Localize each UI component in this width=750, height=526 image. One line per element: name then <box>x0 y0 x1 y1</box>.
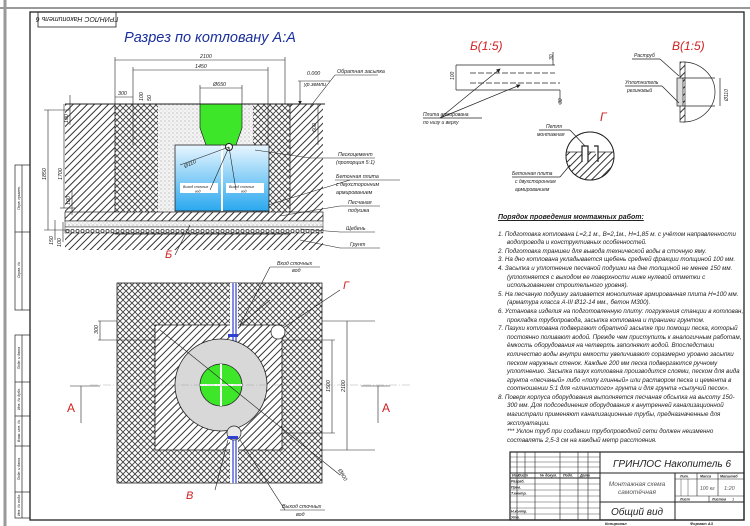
tb-copied: Копировал <box>605 521 627 526</box>
tb-sheet: Лист <box>680 497 690 502</box>
tb-row-developed: Разраб. <box>511 479 525 484</box>
detail-b-note-2: по низу и верху <box>423 120 459 126</box>
dim-1450: 1450 <box>195 64 207 70</box>
detail-b <box>423 52 560 118</box>
sheet-name: Общий вид <box>610 507 664 518</box>
label-soil: Грунт <box>350 242 366 248</box>
label-inlet: Вход сточных <box>277 261 313 267</box>
label-outlet-2: вод <box>296 512 305 518</box>
stamp-ref: Справ. № <box>17 261 21 279</box>
product-name: ГРИНЛОС Накопитель 6 <box>612 459 732 470</box>
tb-mass: Масса <box>700 474 712 479</box>
dim-100-gravel: 100 <box>57 238 63 247</box>
dim-100-top: 100 <box>64 114 70 123</box>
callout-g[interactable]: Г <box>343 280 349 292</box>
label-slab-2: с двухсторонним <box>336 182 380 188</box>
label-sand: Песчаная <box>348 200 372 206</box>
tb-col-change: Изм. <box>512 473 521 478</box>
installation-notes <box>498 214 744 445</box>
dim-150: 150 <box>49 236 55 245</box>
label-outlet-right-2: вод <box>241 189 247 194</box>
doc-title-2: самотёчная <box>618 489 656 496</box>
stamp-sign-date-2: Подп. и дата <box>17 457 21 481</box>
dim-600: 600 <box>312 123 318 132</box>
plan-dim-300: 300 <box>94 325 100 334</box>
note-item: 6. Установка изделия на подготовленную плиту: погружения станции в котлован, прокладка трубопровода, засыпка котлована и траншеи грунтом. <box>498 307 744 324</box>
label-gravel: Щебень <box>346 226 366 232</box>
tb-row-approved: Утв. <box>511 515 520 520</box>
label-seal: Уплотнитель <box>625 80 659 86</box>
detail-b-dim-30-top: 30 <box>549 54 555 60</box>
tb-lit: Лит. <box>680 474 689 479</box>
plan-dim-d800: Ø800 <box>336 468 348 483</box>
stamp-orig: Инв. № подл. <box>17 493 21 517</box>
label-slab-3: армированием <box>336 190 373 196</box>
tb-col-doc: № докум. <box>540 473 558 478</box>
note-item: 4. Засыпка и уплотнение песчаной подушки на дне толщиной не менее 150 мм. (уплотняется с выходом ее поверхности ниже нулевой отметки с использованием строительного уровня). <box>498 264 733 290</box>
detail-v-dim-d110: Ø110 <box>724 89 730 101</box>
tb-format: Формат А3 <box>690 521 713 526</box>
label-slab: Бетонная плита <box>336 174 379 180</box>
callout-b[interactable]: Б <box>165 249 173 261</box>
note-item: 8. Поверх корпуса оборудования выполняется песчаная обсыпка на высоту 150-300 мм. Для подсоединения оборудования к внутренней канализационной магистрали применяют канализационные трубы, предназначенные для эксплуатации. <box>498 393 735 427</box>
doc-title: Монтажная схема <box>608 481 666 488</box>
label-sandcement: Пескоцемент <box>338 152 373 158</box>
stamp-dup: Инв. № дубл. <box>17 387 21 411</box>
label-inlet-2: вод <box>292 268 301 274</box>
tb-sheets: Листов <box>712 497 727 502</box>
tb-scale: Масштаб <box>720 474 738 479</box>
plan-dim-2100: 2100 <box>341 380 347 392</box>
top-stamp: ГРИНЛОС Накопитель 6 <box>35 15 119 22</box>
tb-scale-value: 1:20 <box>724 486 735 492</box>
label-outlet-left: Выход сточных <box>183 185 209 189</box>
level-value: 0.000 <box>307 71 321 77</box>
note-footnote: *** Уклон труб при создании трубопроводной сети должен неизменно составлять 2,5-3 см на каждый метр расстояния. <box>507 428 714 444</box>
label-outlet-left-2: вод <box>195 189 201 194</box>
label-outlet-right: Выход сточных <box>229 185 255 189</box>
label-sand-2: подушка <box>348 208 370 214</box>
dim-50: 50 <box>147 95 153 101</box>
detail-g-title: Г <box>600 110 607 124</box>
note-item: 2. Подготовка траншеи для вывода технической воды в сточную яму. <box>498 247 707 255</box>
tb-row-tcontrol: Т.контр. <box>511 491 527 496</box>
label-socket: Раструб <box>634 53 655 59</box>
note-item: 5. На песчаную подушку заливается монолитная армированная плита H=100 мм. (арматура класса А-III Ø12-14 мм., бетон М300). <box>498 290 739 307</box>
tb-sheets-value: 1 <box>732 496 735 502</box>
stamp-first-use: Перв. примен. <box>17 186 21 210</box>
label-outlet: Выход сточных <box>282 504 322 510</box>
detail-b-title: Б(1:5) <box>470 39 503 53</box>
detail-b-dim-100: 100 <box>450 71 456 80</box>
section-mark-a-left[interactable]: А <box>67 401 76 415</box>
stamp-sign-date: Подп. и дата <box>17 346 21 370</box>
level-label: ур.земли <box>304 82 326 88</box>
detail-b-dim-30-bottom: 30 <box>558 98 564 104</box>
label-g-slab: Бетонная плита <box>512 171 553 177</box>
plan-dim-1500: 1500 <box>326 380 332 392</box>
tank-neck <box>200 104 242 145</box>
dim-2100: 2100 <box>200 54 212 60</box>
tb-row-checked: Пров. <box>511 485 522 490</box>
dim-100: 100 <box>139 92 145 101</box>
detail-b-note: Плита армирована <box>423 112 469 118</box>
tb-col-date: Дата <box>580 473 590 478</box>
note-item: 7. Пазухи котлована подвергают обратной засыпке при помощи песка, который постоянно поливают водой. Прежде чем приступить к аналогичным работам, ёмкость оборудования на четверть заполняют водой. Впоследствии количество воды внутри емкости увеличивают соразмерно уровню засыпки песком наружных стенок. Каждые 200 мм песка подвергаются ручному уплотнению. Засыпка пазух котлована производится слоями, песком для вида грунта «песчаный» либо «полу глинный» или раствором песка и цемента в соотношении 5:1 для «глинистого» грунта и для грунта «сыпучий песок». <box>498 325 742 393</box>
stamp-replace: Взам. инв. № <box>17 419 21 443</box>
dim-1850: 1850 <box>42 168 48 180</box>
label-loop-2: монтажная <box>537 132 565 138</box>
dim-300: 300 <box>118 91 127 97</box>
note-item: 1. Подготовка котлована L=2,1 м., B=2,1м., H=1,85 м. с учётом направленности водопровода и конструктивных особенностей. <box>498 230 736 247</box>
label-g-slab-3: армированием <box>515 187 550 193</box>
dim-d110: Ø110 <box>183 159 198 170</box>
section-mark-a-right[interactable]: А <box>382 401 391 415</box>
notes-heading: Порядок проведения монтажных работ: <box>498 214 644 221</box>
section-view <box>65 104 325 250</box>
dim-d650: Ø650 <box>213 82 226 88</box>
tb-row-ncontrol: Н.контр. <box>511 509 528 514</box>
concrete-slab <box>65 212 323 221</box>
detail-v-title: В(1:5) <box>672 39 705 53</box>
label-loop: Петля <box>546 124 562 130</box>
label-sandcement-ratio: (пропорция 5:1) <box>336 160 375 166</box>
dim-100-slab: 100 <box>66 196 72 205</box>
note-item: 3. На дно котлована укладывается щебень средней фракции толщиной 100 мм. <box>498 256 736 264</box>
tb-col-sheet: Лист <box>518 473 528 478</box>
label-g-slab-2: с двухсторонним <box>515 179 556 185</box>
section-title: Разрез по котловану А:А <box>124 30 296 46</box>
dim-1700: 1700 <box>58 168 64 180</box>
tb-col-sign: Подп. <box>563 473 574 478</box>
plan-view <box>90 283 410 483</box>
callout-v[interactable]: В <box>186 490 194 502</box>
label-seal-2: резиновый <box>627 88 653 94</box>
tb-mass-value: 100 кг <box>700 486 715 492</box>
label-backfill: Обратная засыпка <box>337 69 385 75</box>
